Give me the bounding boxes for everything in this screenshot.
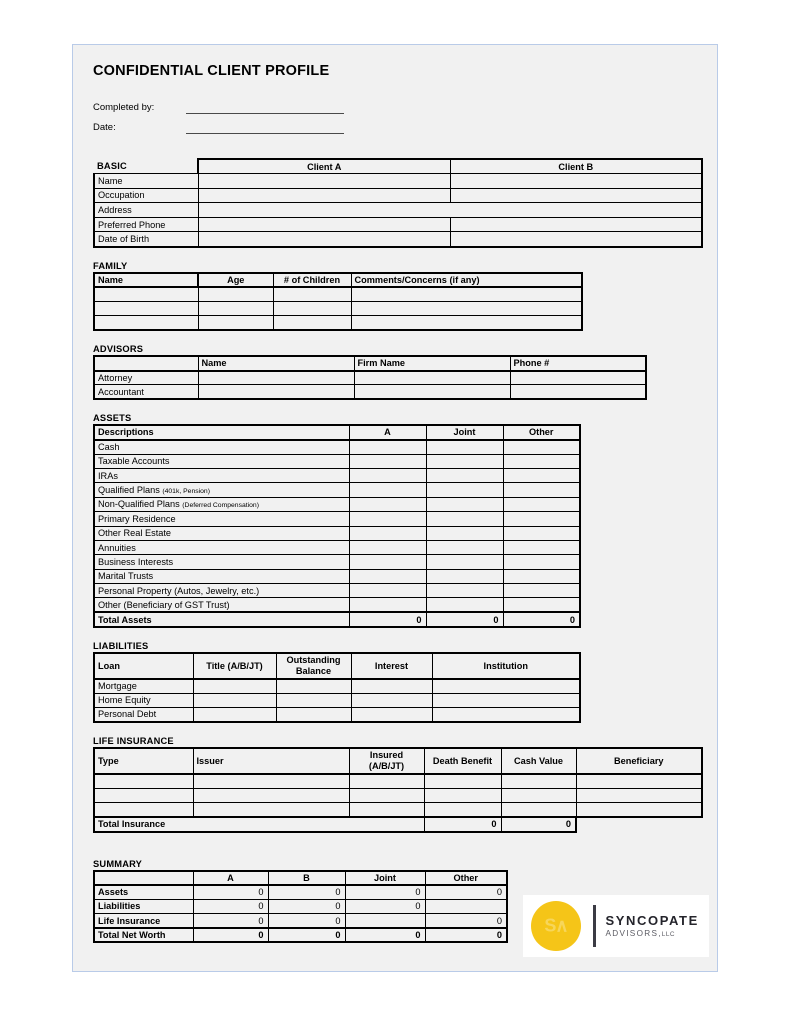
advisors-row-label-accountant: Accountant: [94, 385, 198, 399]
assets-row-label-text: Marital Trusts: [98, 571, 154, 582]
life-col-death-benefit: Death Benefit: [424, 748, 501, 774]
basic-row-label-name: Name: [94, 174, 198, 189]
life-cell-type[interactable]: [94, 803, 193, 817]
assets-cell-joint[interactable]: [426, 540, 503, 554]
table-row: [94, 232, 702, 247]
advisors-cell-accountant-phone[interactable]: [510, 385, 646, 399]
table-row: [94, 454, 580, 468]
assets-cell-other[interactable]: [503, 526, 580, 540]
table-row: [94, 774, 702, 788]
liabilities-row-label-mortgage: Mortgage: [94, 679, 193, 693]
table-row: [94, 301, 582, 315]
advisors-cell-accountant-firm[interactable]: [354, 385, 510, 399]
life-cell-type[interactable]: [94, 774, 193, 788]
basic-row-label-preferred-phone: Preferred Phone: [94, 217, 198, 232]
summary-cell-life-a: 0: [193, 914, 268, 928]
assets-cell-other[interactable]: [503, 540, 580, 554]
liabilities-col-balance: Outstanding Balance: [276, 653, 351, 679]
document-page: [72, 44, 718, 972]
assets-cell-a[interactable]: [349, 598, 426, 612]
assets-total-label: Total Assets: [94, 612, 349, 626]
date-label: Date:: [93, 122, 116, 133]
assets-cell-a[interactable]: [349, 440, 426, 454]
completed-by-input[interactable]: [186, 102, 344, 114]
assets-cell-other[interactable]: [503, 598, 580, 612]
basic-cell-address[interactable]: [198, 203, 702, 218]
life-insurance-section-label: LIFE INSURANCE: [93, 735, 174, 746]
table-row: [94, 483, 580, 497]
basic-cell-dob-client-a[interactable]: [198, 232, 450, 247]
summary-total-other: 0: [425, 928, 507, 942]
table-row: [94, 914, 507, 928]
summary-cell-assets-a: 0: [193, 885, 268, 899]
advisors-cell-attorney-name[interactable]: [198, 371, 354, 385]
form-meta: [93, 99, 703, 134]
table-row-header: [94, 356, 646, 370]
advisors-col-blank: [94, 356, 198, 370]
summary-section-label: SUMMARY: [93, 858, 143, 869]
assets-row-label-note: (401k, Pension): [162, 488, 210, 496]
family-cell-children[interactable]: [273, 287, 351, 301]
table-row: [94, 203, 702, 218]
life-cell-beneficiary[interactable]: [576, 774, 702, 788]
summary-total-a: 0: [193, 928, 268, 942]
liabilities-cell-mortgage-interest[interactable]: [351, 679, 432, 693]
table-row: [94, 569, 580, 583]
table-row-total: [94, 928, 507, 942]
life-cell-issuer[interactable]: [193, 788, 349, 802]
table-row: [94, 440, 580, 454]
family-col-children: # of Children: [273, 273, 351, 287]
table-row: [94, 316, 582, 330]
family-cell-age[interactable]: [198, 316, 273, 330]
basic-row-label-address: Address: [94, 203, 198, 218]
assets-cell-other[interactable]: [503, 555, 580, 569]
table-row: [94, 598, 580, 612]
logo-company-name: SYNCOPATE: [605, 913, 699, 928]
family-cell-name[interactable]: [94, 287, 198, 301]
family-col-name: Name: [94, 273, 198, 287]
assets-row-label-text: Personal Property (Autos, Jewelry, etc.): [98, 585, 260, 596]
table-row: [94, 468, 580, 482]
life-cell-cash-value[interactable]: [501, 788, 576, 802]
table-row: [94, 788, 702, 802]
table-row: [94, 217, 702, 232]
summary-row-label-life-insurance: Life Insurance: [94, 914, 193, 928]
assets-col-descriptions: Descriptions: [94, 425, 349, 439]
summary-cell-liabilities-other: [425, 899, 507, 913]
logo-company-subtitle: [606, 929, 699, 939]
assets-row-label: [94, 555, 349, 569]
assets-row-label-note: (Deferred Compensation): [182, 502, 259, 510]
logo-wordmark: [606, 913, 699, 939]
life-cell-cash-value[interactable]: [501, 803, 576, 817]
assets-total-joint: 0: [426, 612, 503, 626]
life-cell-insured[interactable]: [349, 803, 424, 817]
summary-col-a: A: [193, 871, 268, 885]
liabilities-cell-mortgage-institution[interactable]: [432, 679, 580, 693]
assets-cell-joint[interactable]: [426, 497, 503, 511]
logo-monogram-text: S∧: [544, 915, 568, 936]
table-row: [94, 708, 580, 722]
assets-row-label-text: Annuities: [98, 542, 136, 553]
assets-cell-other[interactable]: [503, 483, 580, 497]
table-row: [94, 287, 582, 301]
assets-row-label: [94, 584, 349, 598]
life-cell-beneficiary[interactable]: [576, 788, 702, 802]
life-cell-death-benefit[interactable]: [424, 788, 501, 802]
liabilities-cell-personal-debt-interest[interactable]: [351, 708, 432, 722]
life-total-cash-value: 0: [501, 817, 576, 831]
summary-cell-life-other: 0: [425, 914, 507, 928]
table-row: [94, 371, 646, 385]
assets-row-label: [94, 468, 349, 482]
table-row: [94, 174, 702, 189]
assets-total-other: 0: [503, 612, 580, 626]
family-cell-comments[interactable]: [351, 316, 582, 330]
assets-cell-joint[interactable]: [426, 526, 503, 540]
assets-cell-a[interactable]: [349, 512, 426, 526]
advisors-cell-attorney-phone[interactable]: [510, 371, 646, 385]
basic-cell-dob-client-b[interactable]: [450, 232, 702, 247]
assets-row-label: [94, 483, 349, 497]
completed-by-label: Completed by:: [93, 102, 155, 113]
table-row-header: [94, 871, 507, 885]
family-table: [93, 272, 583, 332]
table-row: [94, 188, 702, 203]
basic-cell-name-client-a[interactable]: [198, 174, 450, 189]
assets-cell-other[interactable]: [503, 454, 580, 468]
table-row-header: [94, 273, 582, 287]
basic-cell-phone-client-a[interactable]: [198, 217, 450, 232]
life-insurance-table: [93, 747, 703, 833]
assets-row-label: [94, 540, 349, 554]
advisors-section-label: ADVISORS: [93, 344, 144, 355]
date-row: [93, 119, 703, 134]
liabilities-col-title: Title (A/B/JT): [193, 653, 276, 679]
basic-cell-name-client-b[interactable]: [450, 174, 702, 189]
table-row: [94, 512, 580, 526]
assets-cell-other[interactable]: [503, 468, 580, 482]
liabilities-cell-personal-debt-balance[interactable]: [276, 708, 351, 722]
advisors-table: [93, 355, 647, 400]
liabilities-col-interest: Interest: [351, 653, 432, 679]
advisors-col-firm: Firm Name: [354, 356, 510, 370]
table-row: [94, 679, 580, 693]
assets-row-label-text: Qualified Plans: [98, 485, 160, 496]
summary-total-label: Total Net Worth: [94, 928, 193, 942]
table-row-header: [94, 425, 580, 439]
table-row: [94, 555, 580, 569]
summary-col-other: Other: [425, 871, 507, 885]
table-row-header: [94, 159, 702, 174]
liabilities-section-label: LIABILITIES: [93, 640, 149, 651]
assets-row-label: [94, 512, 349, 526]
liabilities-cell-mortgage-title[interactable]: [193, 679, 276, 693]
life-cell-death-benefit[interactable]: [424, 803, 501, 817]
life-cell-insured[interactable]: [349, 788, 424, 802]
family-cell-name[interactable]: [94, 301, 198, 315]
advisors-row-label-attorney: Attorney: [94, 371, 198, 385]
assets-cell-a[interactable]: [349, 584, 426, 598]
assets-cell-other[interactable]: [503, 497, 580, 511]
life-total-spacer: [576, 817, 702, 831]
basic-row-label-dob: Date of Birth: [94, 232, 198, 247]
table-row-total: [94, 612, 580, 626]
assets-cell-joint[interactable]: [426, 598, 503, 612]
liabilities-row-label-home-equity: Home Equity: [94, 693, 193, 707]
assets-cell-joint[interactable]: [426, 468, 503, 482]
assets-cell-joint[interactable]: [426, 584, 503, 598]
assets-row-label-text: Primary Residence: [98, 513, 176, 524]
summary-col-joint: Joint: [345, 871, 425, 885]
assets-row-label-text: Business Interests: [98, 557, 174, 567]
summary-cell-assets-joint: 0: [345, 885, 425, 899]
table-row-total: [94, 817, 702, 831]
family-cell-age[interactable]: [198, 301, 273, 315]
assets-row-label: [94, 440, 349, 454]
assets-cell-joint[interactable]: [426, 440, 503, 454]
assets-cell-other[interactable]: [503, 440, 580, 454]
assets-row-label-text: Taxable Accounts: [98, 456, 170, 467]
life-cell-insured[interactable]: [349, 774, 424, 788]
life-cell-cash-value[interactable]: [501, 774, 576, 788]
assets-cell-joint[interactable]: [426, 555, 503, 569]
table-row: [94, 497, 580, 511]
assets-cell-joint[interactable]: [426, 483, 503, 497]
logo-divider: [593, 905, 596, 947]
life-col-cash-value: Cash Value: [501, 748, 576, 774]
table-row: [94, 584, 580, 598]
summary-cell-liabilities-a: 0: [193, 899, 268, 913]
family-cell-age[interactable]: [198, 287, 273, 301]
life-total-label: Total Insurance: [94, 817, 424, 831]
liabilities-col-institution: Institution: [432, 653, 580, 679]
assets-cell-joint[interactable]: [426, 512, 503, 526]
summary-total-joint: 0: [345, 928, 425, 942]
assets-cell-other[interactable]: [503, 569, 580, 583]
logo-subtitle-text: ADVISORS,: [605, 929, 662, 939]
liabilities-cell-home-equity-interest[interactable]: [351, 693, 432, 707]
summary-row-label-liabilities: Liabilities: [94, 899, 193, 913]
life-col-beneficiary: Beneficiary: [576, 748, 702, 774]
life-cell-death-benefit[interactable]: [424, 774, 501, 788]
life-total-death-benefit: 0: [424, 817, 501, 831]
life-cell-type[interactable]: [94, 788, 193, 802]
table-row: [94, 540, 580, 554]
basic-section-label-cell: [94, 159, 198, 174]
summary-row-label-assets: Assets: [94, 885, 193, 899]
assets-cell-a[interactable]: [349, 454, 426, 468]
basic-section-label: BASIC: [97, 161, 127, 172]
liabilities-cell-home-equity-institution[interactable]: [432, 693, 580, 707]
assets-cell-a[interactable]: [349, 555, 426, 569]
page-title: CONFIDENTIAL CLIENT PROFILE: [93, 63, 330, 79]
assets-cell-joint[interactable]: [426, 454, 503, 468]
assets-col-other: Other: [503, 425, 580, 439]
summary-cell-liabilities-joint: 0: [345, 899, 425, 913]
summary-cell-assets-other: 0: [425, 885, 507, 899]
summary-cell-life-b: 0: [268, 914, 345, 928]
assets-cell-other[interactable]: [503, 584, 580, 598]
assets-section-label: ASSETS: [93, 413, 132, 424]
summary-cell-life-joint: [345, 914, 425, 928]
liabilities-row-label-personal-debt: Personal Debt: [94, 708, 193, 722]
advisors-cell-attorney-firm[interactable]: [354, 371, 510, 385]
assets-col-joint: Joint: [426, 425, 503, 439]
assets-cell-a[interactable]: [349, 497, 426, 511]
basic-row-label-occupation: Occupation: [94, 188, 198, 203]
assets-row-label-text: Non-Qualified Plans: [98, 499, 180, 510]
basic-cell-occupation-client-b[interactable]: [450, 188, 702, 203]
date-input[interactable]: [186, 122, 344, 134]
advisors-col-name: Name: [198, 356, 354, 370]
basic-col-client-a: Client A: [198, 159, 450, 174]
advisors-col-phone: Phone #: [510, 356, 646, 370]
family-cell-children[interactable]: [273, 316, 351, 330]
table-row: [94, 803, 702, 817]
assets-row-label: [94, 526, 349, 540]
assets-row-label-text: Cash: [98, 442, 120, 453]
family-section-label: FAMILY: [93, 260, 128, 271]
liabilities-cell-home-equity-title[interactable]: [193, 693, 276, 707]
assets-row-label: [94, 598, 349, 612]
assets-table: [93, 424, 581, 627]
basic-table: [93, 158, 703, 248]
family-col-comments: Comments/Concerns (if any): [351, 273, 582, 287]
completed-by-row: [93, 99, 703, 114]
family-cell-comments[interactable]: [351, 301, 582, 315]
assets-cell-a[interactable]: [349, 483, 426, 497]
table-row: [94, 526, 580, 540]
liabilities-cell-home-equity-balance[interactable]: [276, 693, 351, 707]
liabilities-col-loan: Loan: [94, 653, 193, 679]
advisors-cell-accountant-name[interactable]: [198, 385, 354, 399]
liabilities-cell-personal-debt-institution[interactable]: [432, 708, 580, 722]
family-cell-children[interactable]: [273, 301, 351, 315]
assets-row-label-text: Other Real Estate: [98, 528, 172, 539]
life-col-issuer: Issuer: [193, 748, 349, 774]
table-row: [94, 899, 507, 913]
assets-cell-a[interactable]: [349, 526, 426, 540]
table-row: [94, 385, 646, 399]
life-col-insured: Insured (A/B/JT): [349, 748, 424, 774]
basic-cell-occupation-client-a[interactable]: [198, 188, 450, 203]
table-row-header: [94, 748, 702, 774]
summary-cell-assets-b: 0: [268, 885, 345, 899]
summary-col-b: B: [268, 871, 345, 885]
logo-monogram-circle: [531, 901, 581, 951]
family-col-age: Age: [198, 273, 273, 287]
table-row: [94, 885, 507, 899]
assets-col-a: A: [349, 425, 426, 439]
table-row: [94, 693, 580, 707]
assets-cell-a[interactable]: [349, 540, 426, 554]
assets-row-label: [94, 569, 349, 583]
summary-col-blank: [94, 871, 193, 885]
summary-total-b: 0: [268, 928, 345, 942]
logo-suffix-text: LLC: [661, 931, 676, 939]
table-row-header: [94, 653, 580, 679]
life-cell-issuer[interactable]: [193, 774, 349, 788]
assets-row-label-text: Other (Beneficiary of GST Trust): [98, 599, 230, 610]
life-col-type: Type: [94, 748, 193, 774]
life-cell-beneficiary[interactable]: [576, 803, 702, 817]
summary-cell-liabilities-b: 0: [268, 899, 345, 913]
liabilities-table: [93, 652, 581, 723]
assets-row-label: [94, 454, 349, 468]
life-cell-issuer[interactable]: [193, 803, 349, 817]
basic-cell-phone-client-b[interactable]: [450, 217, 702, 232]
basic-col-client-b: Client B: [450, 159, 702, 174]
assets-cell-a[interactable]: [349, 468, 426, 482]
family-cell-name[interactable]: [94, 316, 198, 330]
family-cell-comments[interactable]: [351, 287, 582, 301]
assets-cell-other[interactable]: [503, 512, 580, 526]
assets-cell-joint[interactable]: [426, 569, 503, 583]
assets-row-label-text: IRAs: [98, 470, 118, 481]
assets-row-label: [94, 497, 349, 511]
assets-cell-a[interactable]: [349, 569, 426, 583]
liabilities-cell-personal-debt-title[interactable]: [193, 708, 276, 722]
company-logo: [523, 895, 709, 957]
assets-total-a: 0: [349, 612, 426, 626]
liabilities-cell-mortgage-balance[interactable]: [276, 679, 351, 693]
summary-table: [93, 870, 508, 944]
